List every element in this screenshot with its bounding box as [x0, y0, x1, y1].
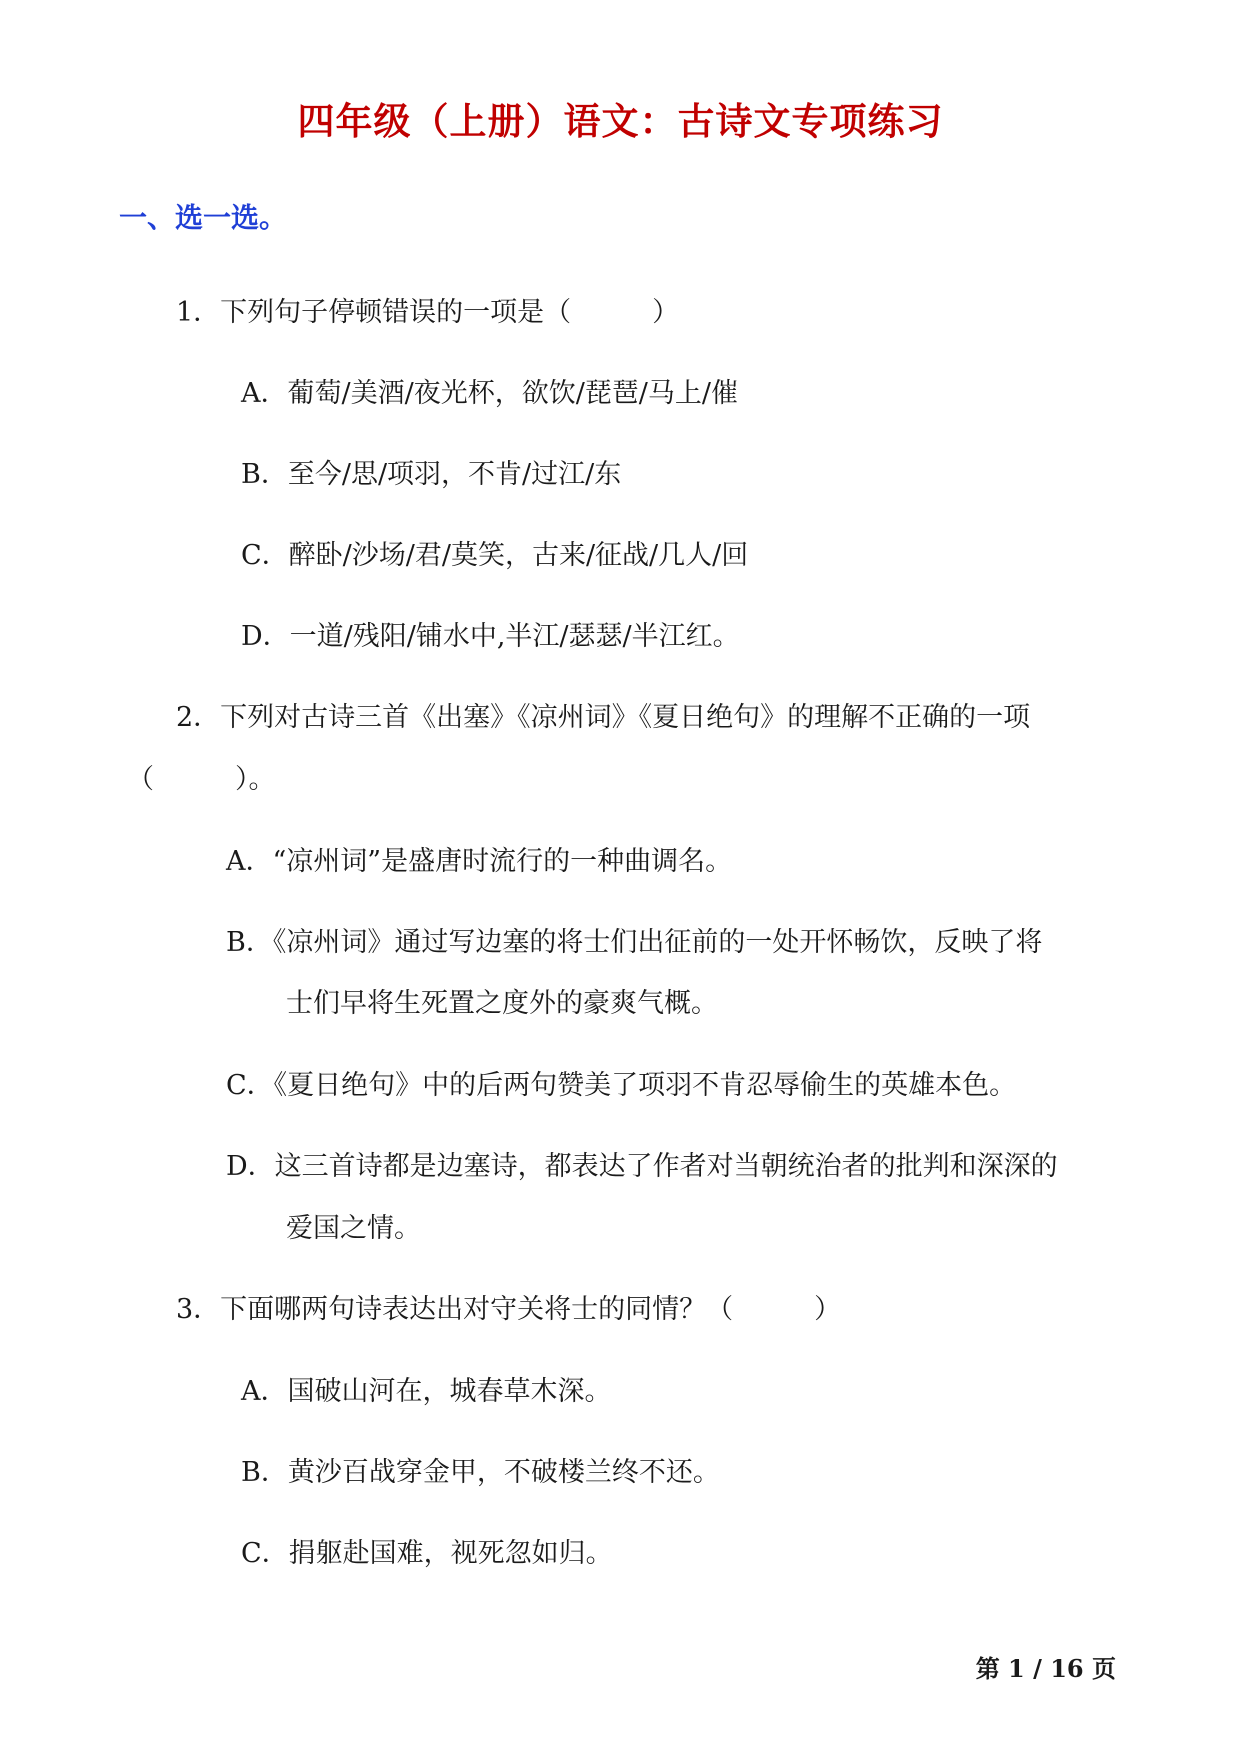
question-2-option-b-continuation: 士们早将生死置之度外的豪爽气概。 [286, 988, 718, 1019]
question-2-stem: 2．下列对古诗三首《出塞》《凉州词》《夏日绝句》的理解不正确的一项 [176, 702, 1031, 733]
question-2-option-c: C．《夏日绝句》中的后两句赞美了项羽不肯忍辱偷生的英雄本色。 [226, 1070, 1017, 1101]
question-3-stem: 3．下面哪两句诗表达出对守关将士的同情？（ ） [176, 1294, 842, 1325]
question-1-option-c: C．醉卧/沙场/君/莫笑，古来/征战/几人/回 [241, 540, 749, 571]
question-2-option-d: D．这三首诗都是边塞诗，都表达了作者对当朝统治者的批判和深深的 [226, 1151, 1058, 1182]
question-2-option-d-continuation: 爱国之情。 [286, 1213, 421, 1244]
question-2-option-b: B．《凉州词》通过写边塞的将士们出征前的一处开怀畅饮，反映了将 [226, 927, 1043, 958]
question-1-stem: 1．下列句子停顿错误的一项是（ ） [176, 297, 680, 328]
page-number: 第 1 / 16 页 [975, 1654, 1116, 1683]
question-3-option-c: C．捐躯赴国难，视死忽如归。 [241, 1538, 613, 1569]
question-1-option-b: B．至今/思/项羽，不肯/过江/东 [241, 459, 622, 490]
question-3-option-b: B．黄沙百战穿金甲，不破楼兰终不还。 [241, 1457, 720, 1488]
question-1-option-d: D．一道/残阳/铺水中,半江/瑟瑟/半江红。 [241, 621, 740, 652]
question-2-option-a: A．“凉州词”是盛唐时流行的一种曲调名。 [226, 846, 733, 877]
question-2-stem-continuation: （ ）。 [127, 764, 276, 795]
section-heading: 一、选一选。 [119, 201, 288, 234]
page-title: 四年级（上册）语文：古诗文专项练习 [297, 99, 944, 143]
question-1-option-a: A．葡萄/美酒/夜光杯，欲饮/琵琶/马上/催 [241, 378, 738, 409]
question-3-option-a: A．国破山河在，城春草木深。 [241, 1376, 612, 1407]
